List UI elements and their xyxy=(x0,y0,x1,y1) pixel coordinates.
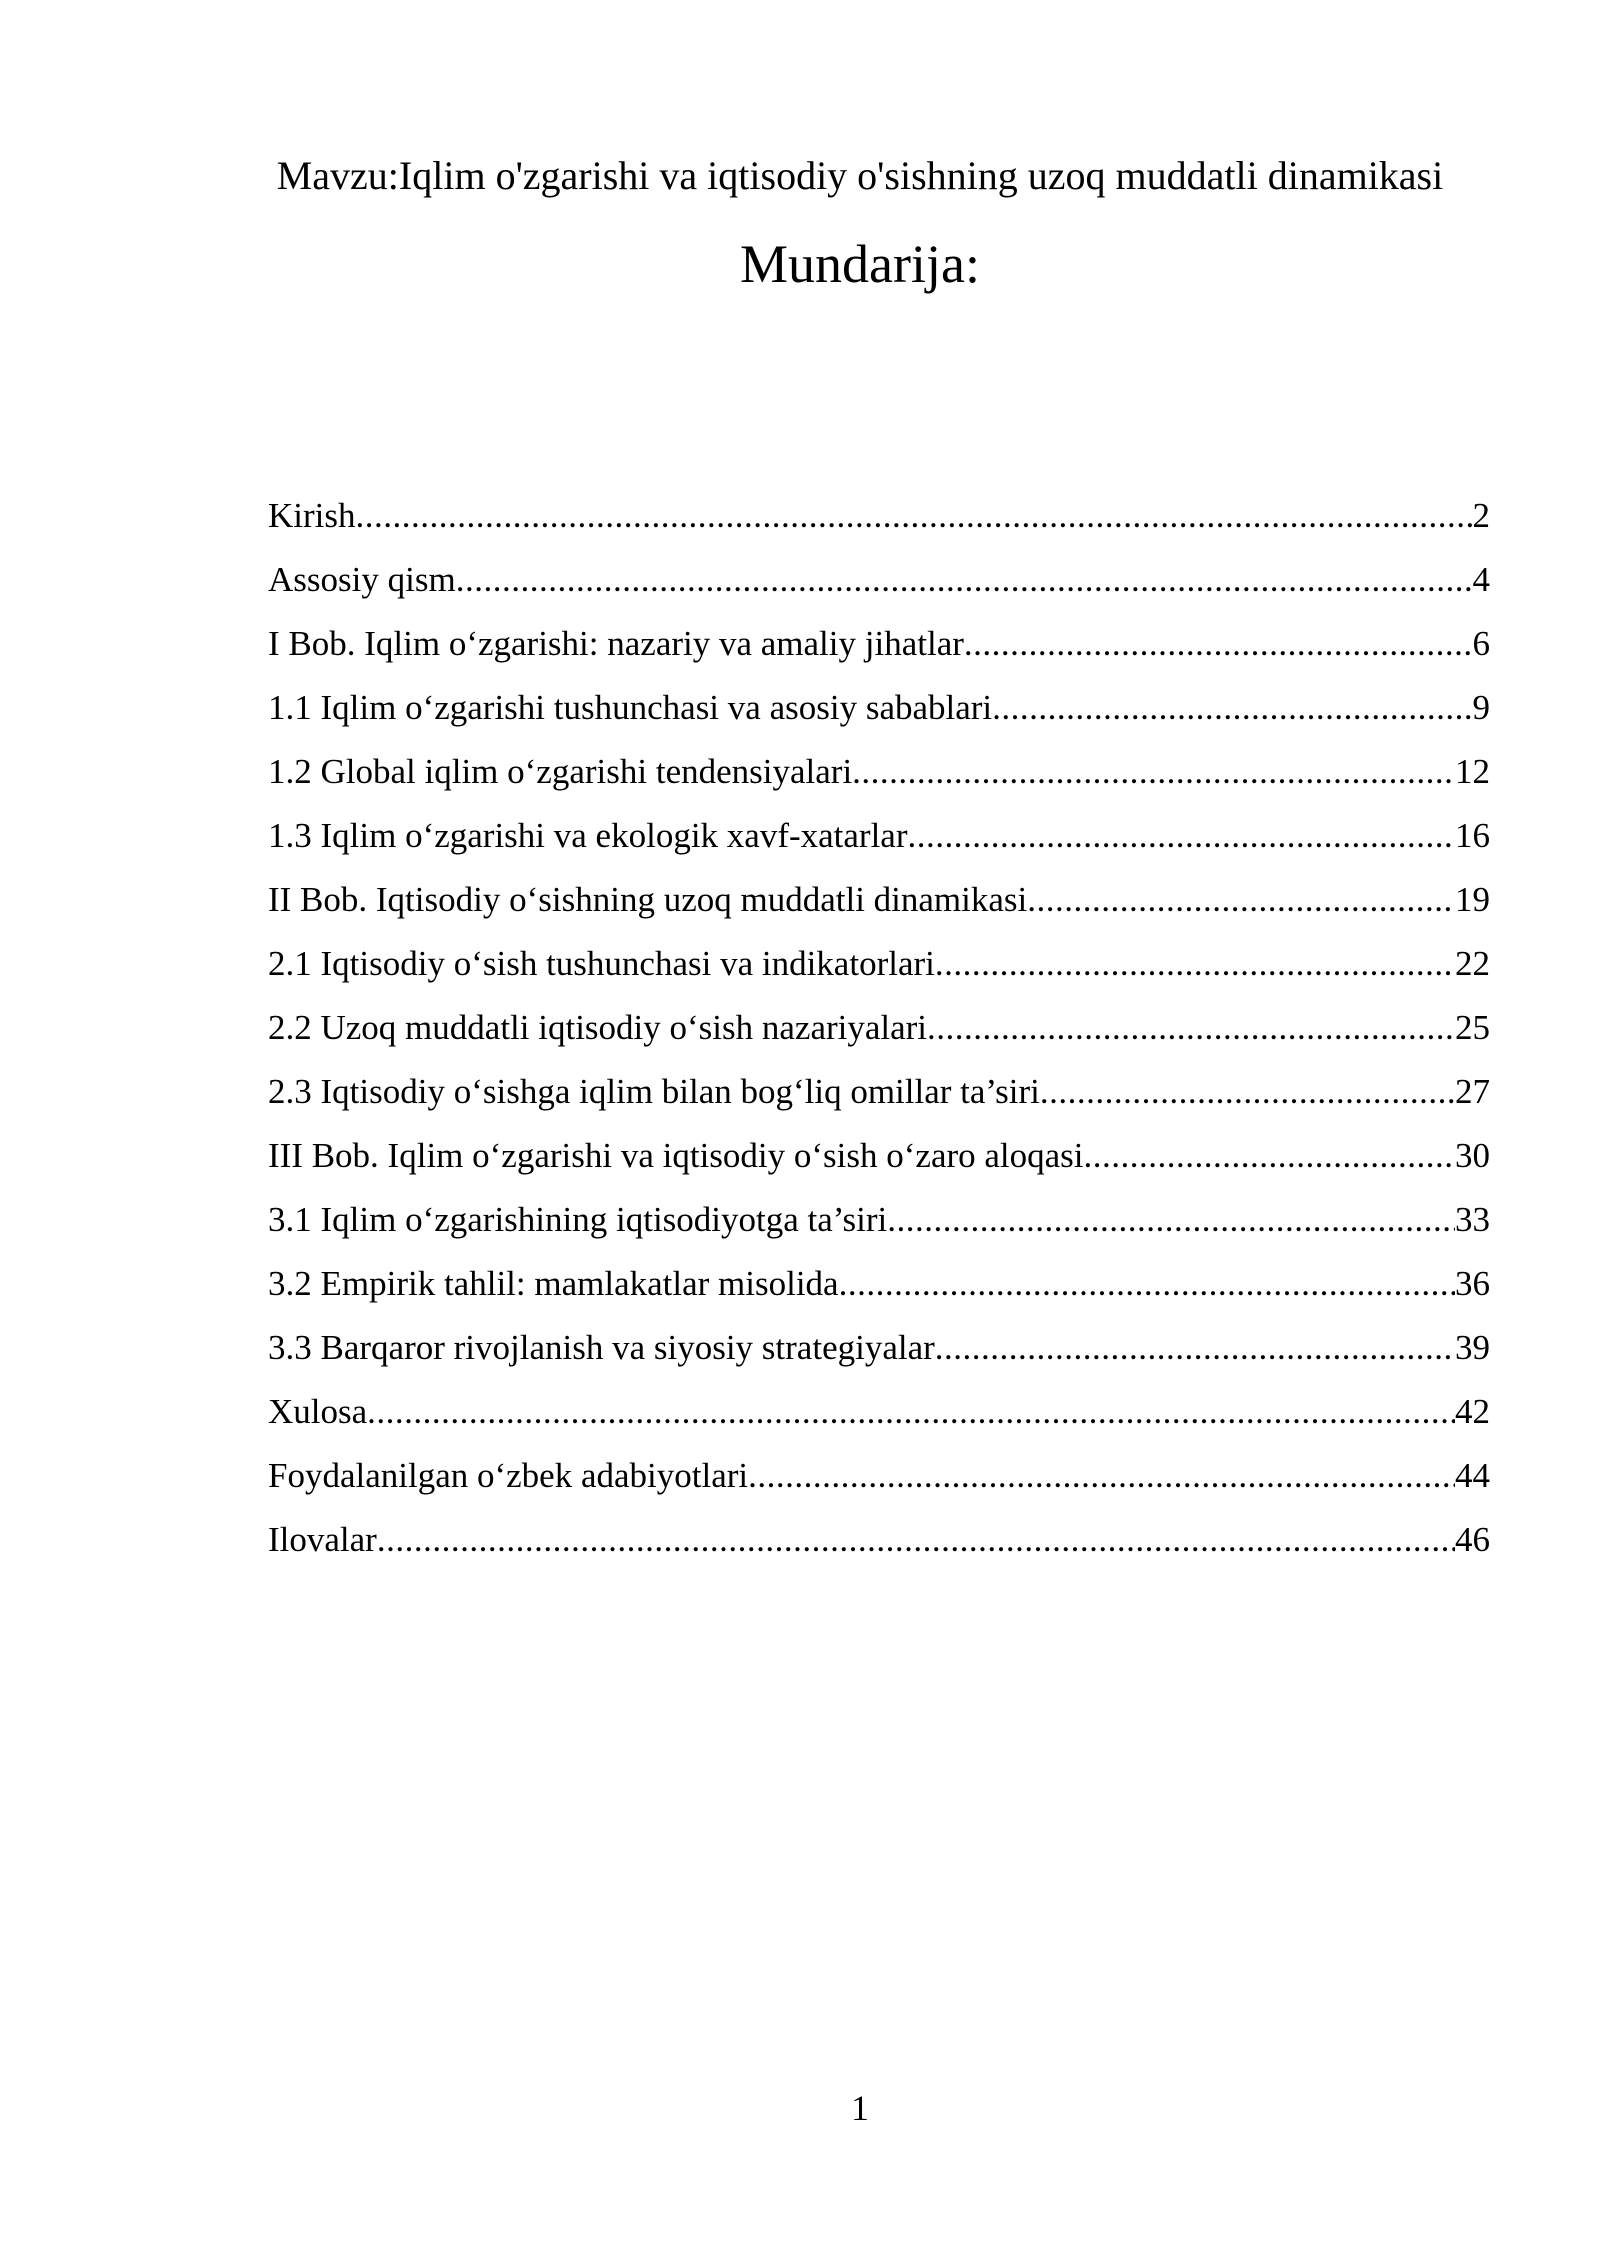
toc-entry-title: II Bob. Iqtisodiy o‘sishning uzoq muddatli dinamikasi xyxy=(268,880,1028,919)
toc-entry-title: 2.2 Uzoq muddatli iqtisodiy o‘sish nazariyalari xyxy=(268,1008,928,1047)
toc-entry xyxy=(268,810,1490,874)
toc-dot-leader xyxy=(1027,874,1455,926)
toc-entry-title: Foydalanilgan o‘zbek adabiyotlari xyxy=(268,1456,749,1495)
toc-entry xyxy=(268,1130,1490,1194)
toc-entry-page: 2 xyxy=(1472,496,1490,535)
toc-dot-leader xyxy=(1084,1130,1455,1182)
toc-entry-page: 25 xyxy=(1455,1008,1490,1047)
toc-entry xyxy=(268,682,1490,746)
toc-dot-leader xyxy=(935,1322,1455,1374)
toc-entry-title: Xulosa xyxy=(268,1392,368,1431)
toc-entry xyxy=(268,1386,1490,1450)
toc-dot-leader xyxy=(377,1514,1455,1566)
toc-entry xyxy=(268,1450,1490,1514)
toc-dot-leader xyxy=(927,1002,1455,1054)
toc-dot-leader xyxy=(908,810,1455,862)
toc-entry-title: 1.3 Iqlim o‘zgarishi va ekologik xavf-xatarlar xyxy=(268,816,908,855)
toc-dot-leader xyxy=(852,746,1455,798)
toc-entry-page: 30 xyxy=(1455,1136,1490,1175)
toc-entry xyxy=(268,1258,1490,1322)
toc-entry-page: 9 xyxy=(1472,688,1490,727)
toc-dot-leader xyxy=(935,938,1455,990)
toc-entry-title: 3.2 Empirik tahlil: mamlakatlar misolida xyxy=(268,1264,839,1303)
document-topic: Mavzu:Iqlim o'zgarishi va iqtisodiy o'sishning uzoq muddatli dinamikasi xyxy=(276,153,1444,198)
page-number: 1 xyxy=(851,2088,869,2128)
toc-entry-page: 22 xyxy=(1455,944,1490,983)
toc-entry-page: 27 xyxy=(1455,1072,1490,1111)
toc-dot-leader xyxy=(887,1194,1455,1246)
toc-entry xyxy=(268,874,1490,938)
toc-entry xyxy=(268,554,1490,618)
toc-entry-title: 2.1 Iqtisodiy o‘sish tushunchasi va indikatorlari xyxy=(268,944,935,983)
toc-entry-page: 4 xyxy=(1472,560,1490,599)
toc-entry-title: Kirish xyxy=(268,496,356,535)
toc-heading: Mundarija: xyxy=(740,234,980,294)
toc-entry-title: III Bob. Iqlim o‘zgarishi va iqtisodiy o‘sish o‘zaro aloqasi xyxy=(268,1136,1084,1175)
toc-entry-title: Assosiy qism xyxy=(268,560,456,599)
toc-entry xyxy=(268,746,1490,810)
toc-entry-title: 3.1 Iqlim o‘zgarishining iqtisodiyotga ta’siri xyxy=(268,1200,888,1239)
table-of-contents xyxy=(268,490,1490,1578)
toc-dot-leader xyxy=(1040,1066,1455,1118)
toc-dot-leader xyxy=(367,1386,1455,1438)
toc-entry-title: Ilovalar xyxy=(268,1520,377,1559)
toc-entry xyxy=(268,1066,1490,1130)
toc-dot-leader xyxy=(964,618,1473,670)
toc-entry-title: 3.3 Barqaror rivojlanish va siyosiy strategiyalar xyxy=(268,1328,935,1367)
toc-entry-page: 42 xyxy=(1455,1392,1490,1431)
toc-entry-page: 33 xyxy=(1455,1200,1490,1239)
toc-entry xyxy=(268,490,1490,554)
toc-entry-page: 36 xyxy=(1455,1264,1490,1303)
toc-entry-title: 2.3 Iqtisodiy o‘sishga iqlim bilan bog‘liq omillar ta’siri xyxy=(268,1072,1040,1111)
toc-dot-leader xyxy=(992,682,1472,734)
toc-entry-page: 44 xyxy=(1455,1456,1490,1495)
toc-entry-page: 16 xyxy=(1455,816,1490,855)
toc-entry-page: 12 xyxy=(1455,752,1490,791)
toc-entry xyxy=(268,1514,1490,1578)
toc-entry xyxy=(268,1322,1490,1386)
toc-entry xyxy=(268,618,1490,682)
toc-entry-page: 6 xyxy=(1472,624,1490,663)
toc-entry-title: I Bob. Iqlim o‘zgarishi: nazariy va amaliy jihatlar xyxy=(268,624,964,663)
toc-entry-page: 19 xyxy=(1455,880,1490,919)
toc-dot-leader xyxy=(748,1450,1455,1502)
toc-entry-title: 1.1 Iqlim o‘zgarishi tushunchasi va asosiy sabablari xyxy=(268,688,993,727)
toc-entry xyxy=(268,1194,1490,1258)
toc-dot-leader xyxy=(839,1258,1455,1310)
toc-entry xyxy=(268,938,1490,1002)
toc-entry-title: 1.2 Global iqlim o‘zgarishi tendensiyalari xyxy=(268,752,853,791)
toc-entry-page: 39 xyxy=(1455,1328,1490,1367)
toc-dot-leader xyxy=(356,490,1473,542)
toc-entry xyxy=(268,1002,1490,1066)
toc-dot-leader xyxy=(456,554,1473,606)
toc-entry-page: 46 xyxy=(1455,1520,1490,1559)
